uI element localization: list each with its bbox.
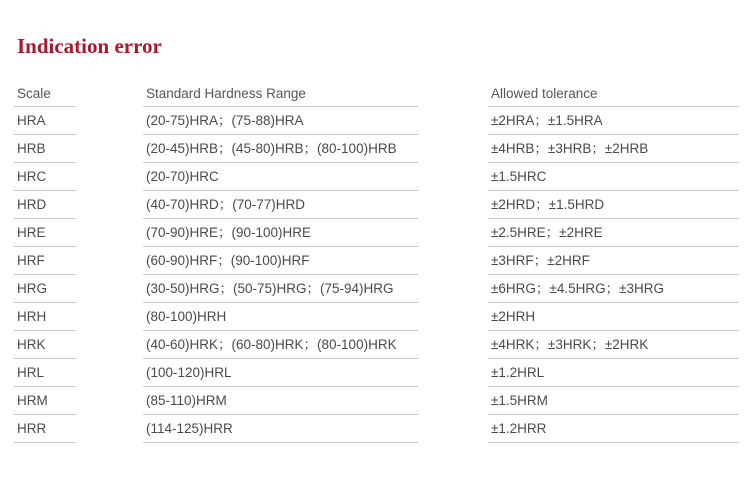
tolerance-cell: ±2HRH: [488, 303, 739, 331]
scale-cell: HRC: [14, 163, 76, 191]
tolerance-header: Allowed tolerance: [488, 80, 739, 107]
range-cell: (80-100)HRH: [143, 303, 418, 331]
range-cell: (60-90)HRF；(90-100)HRF: [143, 247, 418, 275]
range-column: [143, 80, 418, 443]
range-cell: (40-70)HRD；(70-77)HRD: [143, 191, 418, 219]
range-cell: (114-125)HRR: [143, 415, 418, 443]
tolerance-cell: ±1.2HRR: [488, 415, 739, 443]
range-cell: (30-50)HRG；(50-75)HRG；(75-94)HRG: [143, 275, 418, 303]
tolerance-cell: ±3HRF；±2HRF: [488, 247, 739, 275]
scale-header: Scale: [14, 80, 76, 107]
range-cell: (40-60)HRK；(60-80)HRK；(80-100)HRK: [143, 331, 418, 359]
scale-cell: HRB: [14, 135, 76, 163]
tolerance-cell: ±2HRA；±1.5HRA: [488, 107, 739, 135]
tolerance-cell: ±1.2HRL: [488, 359, 739, 387]
scale-cell: HRL: [14, 359, 76, 387]
scale-cell: HRE: [14, 219, 76, 247]
scale-cell: HRF: [14, 247, 76, 275]
tolerance-column: [488, 80, 739, 443]
range-cell: (70-90)HRE；(90-100)HRE: [143, 219, 418, 247]
range-cell: (85-110)HRM: [143, 387, 418, 415]
tolerance-cell: ±4HRK；±3HRK；±2HRK: [488, 331, 739, 359]
tolerance-cell: ±1.5HRM: [488, 387, 739, 415]
scale-cell: HRH: [14, 303, 76, 331]
scale-column: [14, 80, 76, 443]
scale-cell: HRG: [14, 275, 76, 303]
tolerance-cell: ±4HRB；±3HRB；±2HRB: [488, 135, 739, 163]
range-cell: (20-70)HRC: [143, 163, 418, 191]
scale-cell: HRM: [14, 387, 76, 415]
tolerance-cell: ±6HRG；±4.5HRG；±3HRG: [488, 275, 739, 303]
tolerance-cell: ±2.5HRE；±2HRE: [488, 219, 739, 247]
range-header: Standard Hardness Range: [143, 80, 418, 107]
tolerance-cell: ±1.5HRC: [488, 163, 739, 191]
page-title: Indication error: [17, 34, 162, 58]
tolerance-cell: ±2HRD；±1.5HRD: [488, 191, 739, 219]
range-cell: (20-75)HRA；(75-88)HRA: [143, 107, 418, 135]
scale-cell: HRD: [14, 191, 76, 219]
scale-cell: HRK: [14, 331, 76, 359]
scale-cell: HRR: [14, 415, 76, 443]
range-cell: (100-120)HRL: [143, 359, 418, 387]
range-cell: (20-45)HRB；(45-80)HRB；(80-100)HRB: [143, 135, 418, 163]
scale-cell: HRA: [14, 107, 76, 135]
